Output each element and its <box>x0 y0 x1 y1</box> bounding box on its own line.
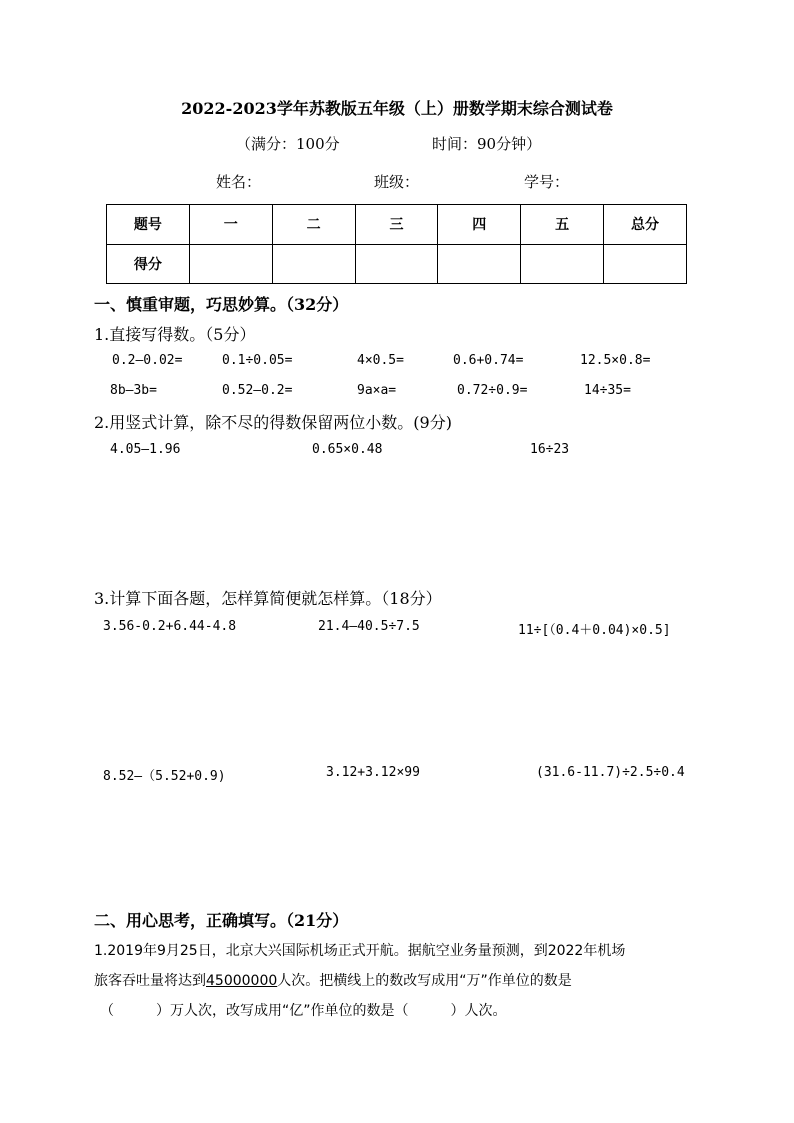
exam-time: 时间：90分钟） <box>432 135 542 153</box>
score-input-cell[interactable] <box>521 244 604 284</box>
score-table-cell: 总分 <box>604 205 687 245</box>
q1-item: 0.1÷0.05= <box>222 353 293 368</box>
q3-item: 8.52—（5.52+0.9) <box>103 769 226 784</box>
score-table-cell: 三 <box>355 205 438 245</box>
section1-heading: 一、慎重审题，巧思妙算。（32分） <box>94 295 349 314</box>
s2-q1-line1: 1.2019年9月25日，北京大兴国际机场正式开航。据航空业务量预测，到2022年机场 <box>94 943 626 959</box>
page-title: 2022-2023学年苏教版五年级（上）册数学期末综合测试卷 <box>181 99 613 118</box>
s2-q1-line3: （ ）万人次，改写成用“亿”作单位的数是（ ）人次。 <box>100 1003 507 1019</box>
score-table-cell: 得分 <box>107 244 190 284</box>
q1-item: 14÷35= <box>584 383 631 398</box>
score-input-cell[interactable] <box>189 244 272 284</box>
q1-item: 4×0.5= <box>357 353 404 368</box>
q2-title: 2.用竖式计算，除不尽的得数保留两位小数。(9分) <box>94 413 452 432</box>
score-table-cell: 一 <box>189 205 272 245</box>
q1-item: 0.2—0.02= <box>112 353 183 368</box>
score-table-cell: 四 <box>438 205 521 245</box>
q3-item: 21.4—40.5÷7.5 <box>318 619 420 634</box>
q2-item: 16÷23 <box>530 442 570 457</box>
section2-heading: 二、用心思考，正确填写。（21分） <box>94 911 349 930</box>
q2-item: 4.05—1.96 <box>110 442 181 457</box>
score-table-header-row <box>107 205 687 245</box>
score-table-cell: 五 <box>521 205 604 245</box>
q1-title: 1.直接写得数。（5分） <box>94 325 256 344</box>
q3-item: 3.12+3.12×99 <box>326 765 420 780</box>
score-input-cell[interactable] <box>355 244 438 284</box>
s2-q1-text: 人次。把横线上的数改写成用“万”作单位的数是 <box>277 973 572 989</box>
q3-item: 11÷[（0.4＋0.04)×0.5] <box>518 623 671 638</box>
student-id-label: 学号： <box>524 173 570 191</box>
underlined-number: 45000000 <box>206 973 278 989</box>
score-input-cell[interactable] <box>604 244 687 284</box>
q3-item: 3.56-0.2+6.44-4.8 <box>103 619 237 634</box>
score-table-cell: 题号 <box>107 205 190 245</box>
score-table-cell: 二 <box>272 205 355 245</box>
q1-item: 12.5×0.8= <box>580 353 651 368</box>
q1-item: 0.6+0.74= <box>453 353 524 368</box>
name-label: 姓名： <box>216 173 262 191</box>
score-input-cell[interactable] <box>272 244 355 284</box>
score-table <box>106 204 687 284</box>
full-score: （满分：100分 <box>236 135 340 153</box>
q2-item: 0.65×0.48 <box>312 442 383 457</box>
score-input-cell[interactable] <box>438 244 521 284</box>
q3-title: 3.计算下面各题，怎样算简便就怎样算。（18分） <box>94 589 442 608</box>
q1-item: 0.52—0.2= <box>222 383 293 398</box>
q1-item: 8b—3b= <box>110 383 157 398</box>
q1-item: 9a×a= <box>357 383 397 398</box>
class-label: 班级： <box>374 173 420 191</box>
q1-item: 0.72÷0.9= <box>457 383 528 398</box>
q3-item: (31.6-11.7)÷2.5÷0.4 <box>536 765 685 780</box>
s2-q1-line2 <box>94 970 572 990</box>
s2-q1-text: 旅客吞吐量将达到 <box>94 973 206 989</box>
score-table-score-row <box>107 244 687 284</box>
